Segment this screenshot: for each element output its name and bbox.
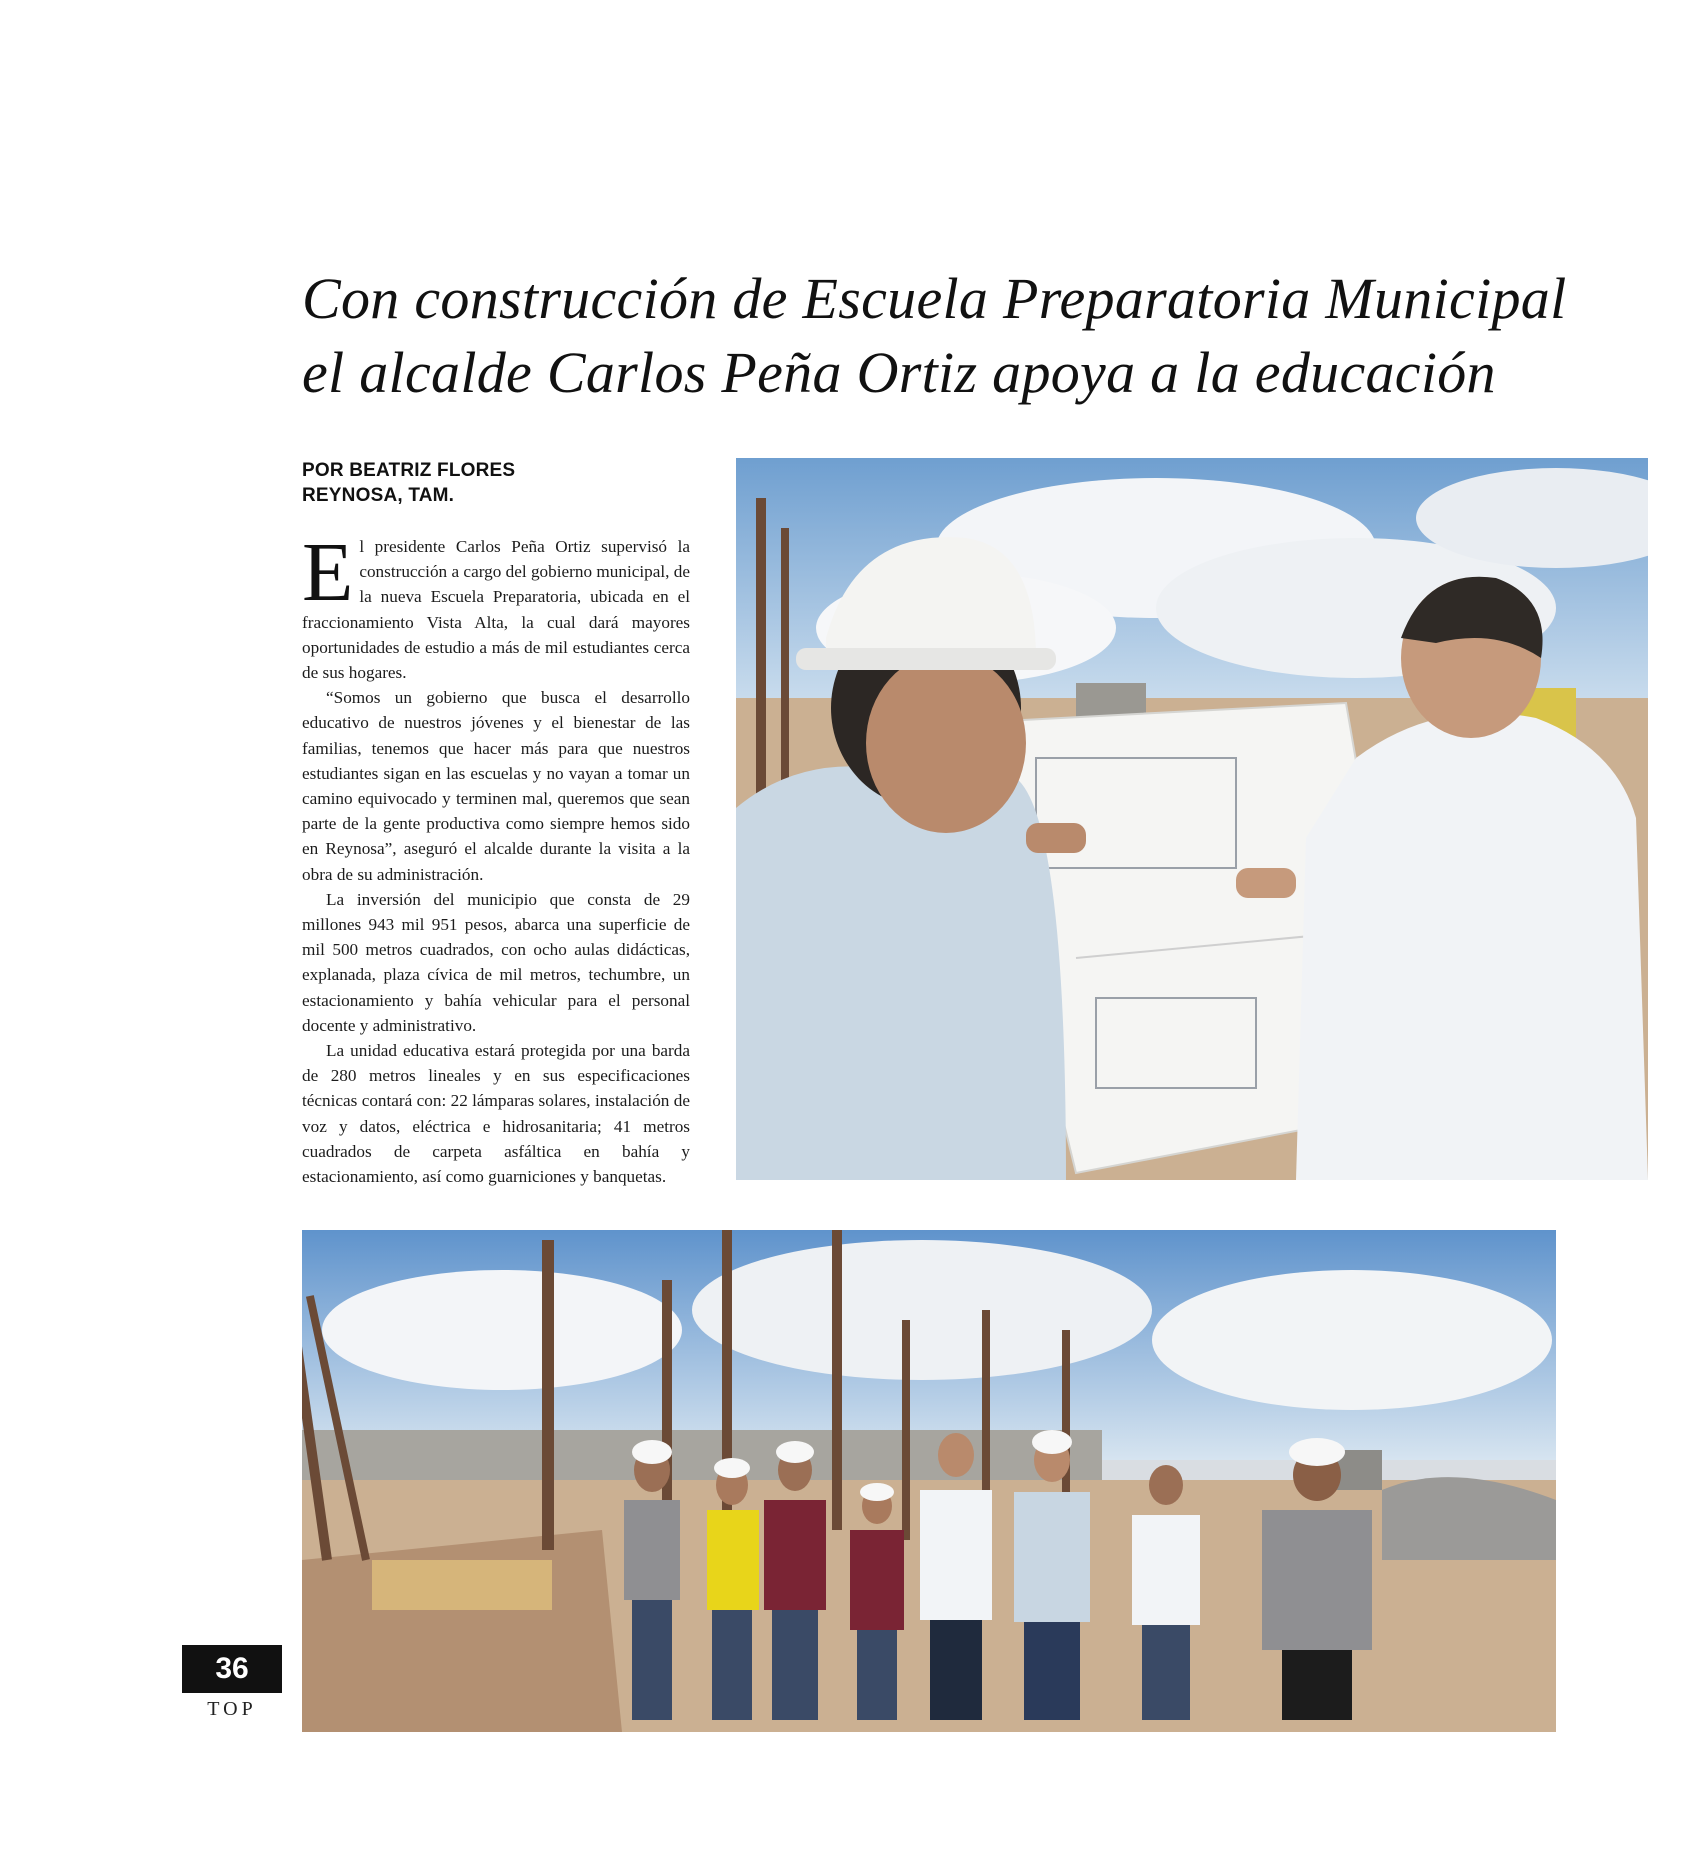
article-headline [302,262,1602,410]
article-body [302,526,690,1189]
headline-line-1: Con construcción de Escuela Preparatoria Municipal [302,266,1567,331]
headline-line-2: el alcalde Carlos Peña Ortiz apoya a la educación [302,340,1496,405]
photo-group-site [302,1230,1556,1732]
byline [302,458,702,508]
paragraph-2: “Somos un gobierno que busca el desarrollo educativo de nuestros jóvenes y el bienestar de las familias, tenemos que hacer más para que nuestros estudiantes sigan en las escuelas y no vayan a tomar un camino equivocado y terminen mal, queremos que sean parte de la gente productiva como siempre hemos sido en Reynosa”, aseguró el alcalde durante la visita a la obra de su administración. [302,688,690,884]
dropcap: E [302,526,354,619]
photo-group-site-illustration [302,1230,1556,1732]
byline-location: REYNOSA, TAM. [302,485,455,506]
paragraph-3: La inversión del municipio que consta de 29 millones 943 mil 951 pesos, abarca una superficie de mil 500 metros cuadrados, con ocho aulas didácticas, explanada, plaza cívica de mil metros, techumbre, un estacionamiento y bahía vehicular para el personal docente y administrativo. [302,889,690,1035]
paragraph-1-text: l presidente Carlos Peña Ortiz supervisó la construcción a cargo del gobierno municipal, de la nueva Escuela Preparatoria, ubicada en el fraccionamiento Vista Alta, la cual dará mayores oportunidades de estudio a más de mil estudiantes cerca de sus hogares. [302,537,690,683]
paragraph-4: La unidad educativa estará protegida por una barda de 280 metros lineales y en sus especificaciones técnicas contará con: 22 lámparas solares, instalación de voz y datos, eléctrica e hidrosanitaria; 41 metros cuadrados de carpeta asfáltica en bahía y estacionamiento, así como guarniciones y banquetas. [302,1041,690,1187]
paragraph-1 [302,526,690,685]
byline-author: POR BEATRIZ FLORES [302,460,516,481]
photo-plans-review-illustration [736,458,1648,1180]
magazine-name: TOP [207,1698,257,1720]
page-number: 36 [182,1645,282,1693]
photo-plans-review [736,458,1648,1180]
